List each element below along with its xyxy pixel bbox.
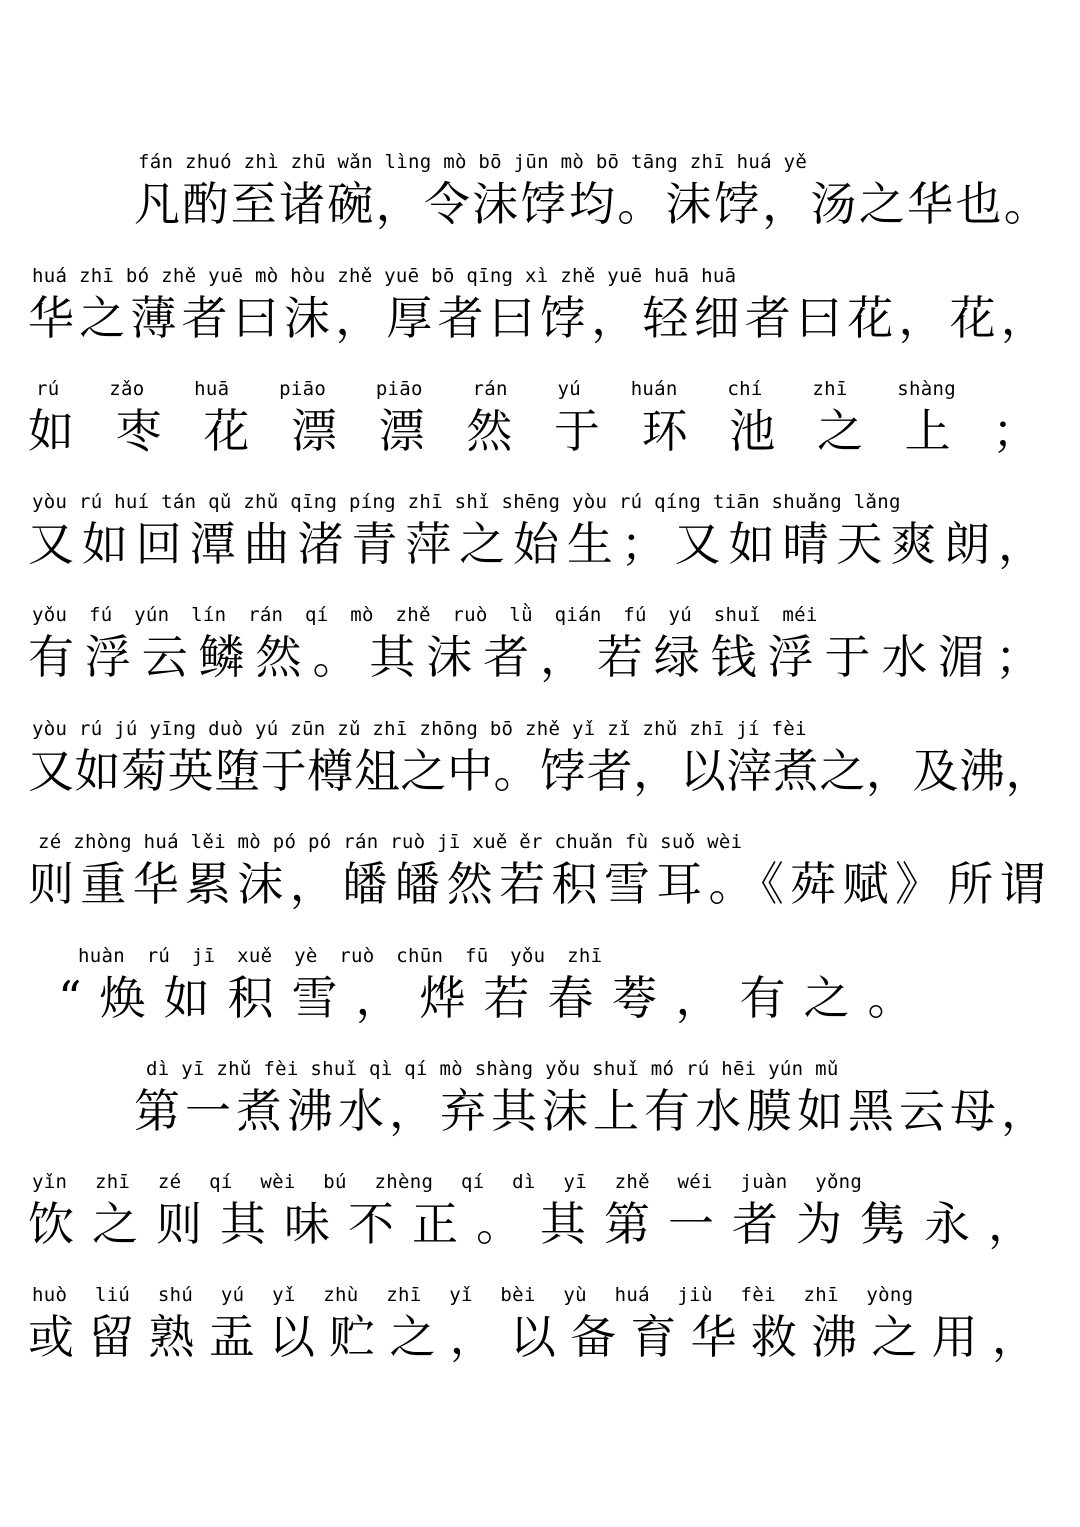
pinyin-annotation: yòu rú jú yīng duò yú zūn zǔ zhī zhōng bō zhě yǐ zǐ zhǔ zhī jí fèi [32,718,807,740]
text-line [0,1170,1080,1280]
hanzi-text: 或留熟盂以贮之，以备育华救沸之用， [28,1310,1053,1364]
text-line [0,603,1080,713]
pinyin-annotation: dì yī zhǔ fèi shuǐ qì qí mò shàng yǒu shuǐ mó rú hēi yún mǔ [146,1058,839,1080]
hanzi-text: 华之薄者曰沫，厚者曰饽，轻细者曰花，花， [28,291,1052,345]
pinyin-annotation: yǒu fú yún lín rán qí mò zhě ruò lǜ qián fú yú shuǐ méi [32,604,818,626]
pinyin-annotation: zé zhòng huá lěi mò pó pó rán ruò jī xuě ěr chuǎn fù suǒ wèi [38,831,743,853]
pinyin-annotation: yòu rú huí tán qǔ zhǔ qīng píng zhī shǐ shēng yòu rú qíng tiān shuǎng lǎng [32,491,901,513]
text-line [0,150,1080,260]
hanzi-text: 饮之则其味不正。其第一者为隽永， [28,1197,1052,1251]
pinyin-annotation: huàn rú jī xuě yè ruò chūn fū yǒu zhī [78,945,603,967]
text-line [0,1283,1080,1393]
text-line [0,830,1080,940]
text-line [0,1057,1080,1167]
pinyin-annotation: fán zhuó zhì zhū wǎn lìng mò bō jūn mò bō tāng zhī huá yě [138,151,808,173]
pinyin-annotation: huò liú shú yú yǐ zhù zhī yǐ bèi yù huá jiù fèi zhī yòng [32,1284,914,1306]
pinyin-annotation: huá zhī bó zhě yuē mò hòu zhě yuē bō qīng xì zhě yuē huā huā [32,265,737,287]
hanzi-text: 如 枣 花 漂 漂 然 于 环 池 之 上 ； [28,404,1052,458]
hanzi-text: 则重华累沫，皤皤然若积雪耳。《荈赋》所谓 [28,857,1052,911]
text-line [0,944,1080,1054]
hanzi-text: 第一煮沸水，弃其沫上有水膜如黑云母， [134,1084,1052,1138]
hanzi-text: “焕如积雪，烨若春荂，有之。 [58,971,932,1025]
text-line [0,490,1080,600]
text-line [0,717,1080,827]
text-line [0,377,1080,487]
pinyin-annotation: yǐn zhī zé qí wèi bú zhèng qí dì yī zhě wéi juàn yǒng [32,1171,863,1193]
text-line [0,264,1080,374]
hanzi-text: 凡酌至诸碗，令沫饽均。沫饽，汤之华也。 [134,177,1053,231]
hanzi-text: 有浮云鳞然。其沫者，若绿钱浮于水湄； [28,630,1053,684]
hanzi-text: 又如菊英堕于樽俎之中。饽者，以滓煮之，及沸， [28,744,1053,798]
hanzi-text: 又如回潭曲渚青萍之始生；又如晴天爽朗， [28,517,1052,571]
pinyin-annotation: rú zǎo huā piāo piāo rán yú huán chí zhī shàng [36,378,956,400]
